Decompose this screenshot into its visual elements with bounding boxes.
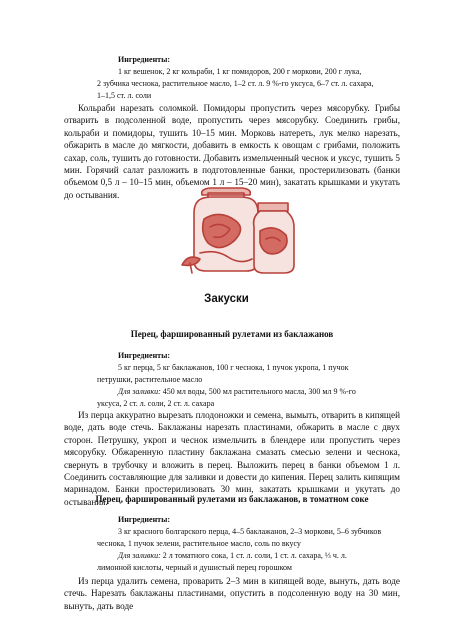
recipe1-ingredient-line: 1–1,5 ст. л. соли (97, 91, 152, 100)
recipe2-ingredients (97, 350, 401, 410)
recipe2-method: Из перца аккуратно вырезать плодоножки и семена, вымыть, отварить в кипящей воде, дать воде стечь. Баклажаны нарезать пластинами, обжарить в масле с двух сторон. Петрушку, укроп и чеснок измельчить в блендере или пропустить через мясорубку. Обжаренную пластину баклажана смазать смесью зелени и чеснока, свернуть в трубочку и вложить в перец. Выложить перец в банки объемом 1 л. Соединить составляющие для заливки и довести до кипения. Перец залить кипящим маринадом. Банки простерилизовать 30 мин, закатать крышками и укутать до остывания. (64, 410, 400, 507)
section-title: Закуски (204, 293, 249, 305)
recipe3-filling-text: 2 л томатного сока, 1 ст. л. соли, 1 ст. л. сахара, ⅓ ч. л. (162, 551, 347, 560)
recipe3-ingredient-line: 3 кг красного болгарского перца, 4–5 баклажанов, 2–3 моркови, 5–6 зубчиков (118, 527, 382, 536)
recipe3-ingredient-line: чеснока, 1 пучок зелени, растительное масло, соль по вкусу (97, 539, 301, 548)
recipe1-method: Кольраби нарезать соломкой. Помидоры пропустить через мясорубку. Грибы отварить в подсоленной воде, пропустить через мясорубку. Соединить грибы, кольраби и помидоры, тушить 10–15 мин. Морковь натереть, лук мелко нарезать, обжарить в масле до мягкости, добавить в емкость к овощам с грибами, положить сахар, соль, тушить до готовности. Добавить измельченный чеснок и уксус, тушить 5 мин. Горячий салат разложить в подготовленные банки, простерилизовать (банки объемом 0,5 л – 10–15 мин, объемом 1 л – 15–20 мин), закатать крышками и укутать до остывания. (64, 103, 400, 200)
recipe3-filling-line: лимонной кислоты, черный и душистый перец горошком (97, 563, 292, 572)
recipe2-title: Перец, фаршированный рулетами из баклажанов (130, 329, 334, 339)
recipe3-title: Перец, фаршированный рулетами из баклажанов, в томатном соке (95, 494, 369, 504)
recipe1-ingredient-line: 2 зубчика чеснока, растительное масло, 1–2 ст. л. 9 %-го уксуса, 6–7 ст. л. сахара, (97, 79, 374, 88)
recipe3-filling-label: Для заливки: (118, 551, 161, 560)
recipe2-filling-line: уксуса, 2 ст. л. соли, 2 ст. л. сахара (97, 399, 215, 408)
recipe3-method: Из перца удалить семена, проварить 2–3 мин в кипящей воде, вынуть, дать воде стечь. Нарезать баклажаны пластинами, опустить в подсоленную воду на 30 мин, вынуть, дать воде (64, 576, 400, 611)
recipe2-ingredient-line: 5 кг перца, 5 кг баклажанов, 100 г чеснока, 1 пучок укропа, 1 пучок (118, 363, 349, 372)
recipe3-ingredients (97, 514, 401, 574)
recipe2-filling-text: 450 мл воды, 500 мл растительного масла, 300 мл 9 %-го (162, 387, 356, 396)
recipe3-ingredients-title: Ингредиенты: (118, 515, 171, 524)
recipe2-ingredient-line: петрушки, растительное масло (97, 375, 203, 384)
recipe2-filling-label: Для заливки: (118, 387, 161, 396)
recipe2-ingredients-title: Ингредиенты: (118, 351, 171, 360)
recipe3-filling-line (97, 550, 401, 562)
recipe1-ingredients-title: Ингредиенты: (118, 55, 171, 64)
recipe1-ingredients (97, 54, 374, 102)
recipe2-filling-line (97, 386, 401, 398)
recipe1-ingredient-line: 1 кг вешенок, 2 кг кольраби, 1 кг помидоров, 200 г моркови, 200 г лука, (118, 67, 362, 76)
jars-illustration (180, 181, 300, 277)
